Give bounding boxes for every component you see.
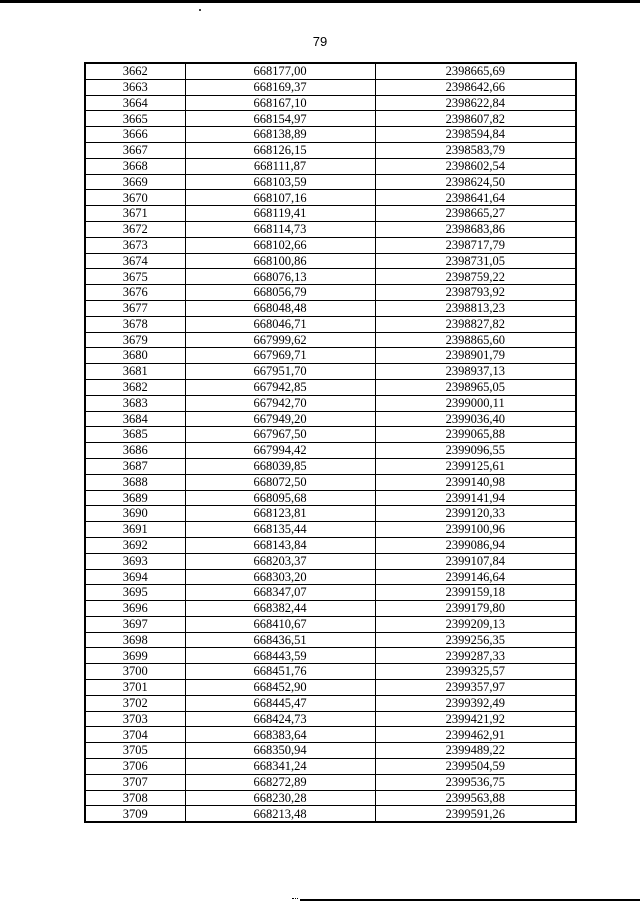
x-coordinate-cell: 668076,13 [185,269,375,285]
y-coordinate-cell: 2398583,79 [375,142,576,158]
point-number-cell: 3675 [85,269,185,285]
y-coordinate-cell: 2398901,79 [375,348,576,364]
x-coordinate-cell: 668039,85 [185,458,375,474]
y-coordinate-cell: 2399179,80 [375,601,576,617]
point-number-cell: 3662 [85,63,185,79]
x-coordinate-cell: 668095,68 [185,490,375,506]
point-number-cell: 3682 [85,379,185,395]
point-number-cell: 3694 [85,569,185,585]
table-row [85,759,576,775]
point-number-cell: 3664 [85,95,185,111]
x-coordinate-cell: 668452,90 [185,680,375,696]
table-row [85,490,576,506]
point-number-cell: 3670 [85,190,185,206]
table-row [85,300,576,316]
y-coordinate-cell: 2398641,64 [375,190,576,206]
y-coordinate-cell: 2399462,91 [375,727,576,743]
point-number-cell: 3704 [85,727,185,743]
table-row [85,174,576,190]
point-number-cell: 3688 [85,474,185,490]
table-row [85,221,576,237]
point-number-cell: 3663 [85,79,185,95]
point-number-cell: 3703 [85,711,185,727]
x-coordinate-cell: 668102,66 [185,237,375,253]
top-border-line [0,0,640,3]
point-number-cell: 3683 [85,395,185,411]
table-row [85,506,576,522]
point-number-cell: 3686 [85,443,185,459]
x-coordinate-cell: 668177,00 [185,63,375,79]
point-number-cell: 3679 [85,332,185,348]
table-row [85,632,576,648]
point-number-cell: 3667 [85,142,185,158]
point-number-cell: 3692 [85,537,185,553]
page-number: 79 [312,34,328,49]
table-row [85,427,576,443]
table-row [85,443,576,459]
table-row [85,711,576,727]
x-coordinate-cell: 667994,42 [185,443,375,459]
point-number-cell: 3674 [85,253,185,269]
point-number-cell: 3708 [85,790,185,806]
x-coordinate-cell: 667969,71 [185,348,375,364]
y-coordinate-cell: 2398683,86 [375,221,576,237]
x-coordinate-cell: 668382,44 [185,601,375,617]
x-coordinate-cell: 667951,70 [185,364,375,380]
y-coordinate-cell: 2398731,05 [375,253,576,269]
table-row [85,695,576,711]
table-row [85,253,576,269]
table-row [85,127,576,143]
x-coordinate-cell: 668445,47 [185,695,375,711]
y-coordinate-cell: 2399125,61 [375,458,576,474]
x-coordinate-cell: 668143,84 [185,537,375,553]
y-coordinate-cell: 2398624,50 [375,174,576,190]
point-number-cell: 3677 [85,300,185,316]
x-coordinate-cell: 668410,67 [185,616,375,632]
point-number-cell: 3697 [85,616,185,632]
y-coordinate-cell: 2399107,84 [375,553,576,569]
table-row [85,237,576,253]
y-coordinate-cell: 2399141,94 [375,490,576,506]
y-coordinate-cell: 2399036,40 [375,411,576,427]
table-row [85,569,576,585]
y-coordinate-cell: 2399591,26 [375,806,576,822]
coordinates-table [84,62,577,823]
y-coordinate-cell: 2399489,22 [375,743,576,759]
point-number-cell: 3684 [85,411,185,427]
x-coordinate-cell: 667949,20 [185,411,375,427]
x-coordinate-cell: 668303,20 [185,569,375,585]
table-row [85,458,576,474]
coordinates-table-body [85,63,576,822]
y-coordinate-cell: 2398793,92 [375,285,576,301]
point-number-cell: 3691 [85,522,185,538]
x-coordinate-cell: 668341,24 [185,759,375,775]
y-coordinate-cell: 2399536,75 [375,774,576,790]
x-coordinate-cell: 667967,50 [185,427,375,443]
table-row [85,727,576,743]
table-row [85,111,576,127]
x-coordinate-cell: 668072,50 [185,474,375,490]
point-number-cell: 3701 [85,680,185,696]
x-coordinate-cell: 668213,48 [185,806,375,822]
table-row [85,364,576,380]
y-coordinate-cell: 2398965,05 [375,379,576,395]
x-coordinate-cell: 668154,97 [185,111,375,127]
y-coordinate-cell: 2398594,84 [375,127,576,143]
y-coordinate-cell: 2398827,82 [375,316,576,332]
point-number-cell: 3666 [85,127,185,143]
table-row [85,79,576,95]
x-coordinate-cell: 668100,86 [185,253,375,269]
y-coordinate-cell: 2399504,59 [375,759,576,775]
point-number-cell: 3680 [85,348,185,364]
point-number-cell: 3709 [85,806,185,822]
point-number-cell: 3678 [85,316,185,332]
table-row [85,332,576,348]
y-coordinate-cell: 2398665,69 [375,63,576,79]
y-coordinate-cell: 2398602,54 [375,158,576,174]
y-coordinate-cell: 2399421,92 [375,711,576,727]
point-number-cell: 3685 [85,427,185,443]
x-coordinate-cell: 668347,07 [185,585,375,601]
table-row [85,806,576,822]
y-coordinate-cell: 2399159,18 [375,585,576,601]
point-number-cell: 3681 [85,364,185,380]
scan-speck [199,9,201,11]
x-coordinate-cell: 668272,89 [185,774,375,790]
table-row [85,190,576,206]
point-number-cell: 3700 [85,664,185,680]
point-number-cell: 3696 [85,601,185,617]
point-number-cell: 3672 [85,221,185,237]
x-coordinate-cell: 668048,48 [185,300,375,316]
x-coordinate-cell: 668350,94 [185,743,375,759]
y-coordinate-cell: 2398607,82 [375,111,576,127]
x-coordinate-cell: 667999,62 [185,332,375,348]
table-row [85,537,576,553]
y-coordinate-cell: 2398759,22 [375,269,576,285]
x-coordinate-cell: 668135,44 [185,522,375,538]
y-coordinate-cell: 2399563,88 [375,790,576,806]
table-row [85,206,576,222]
table-row [85,395,576,411]
y-coordinate-cell: 2399100,96 [375,522,576,538]
y-coordinate-cell: 2399256,35 [375,632,576,648]
x-coordinate-cell: 668169,37 [185,79,375,95]
x-coordinate-cell: 668436,51 [185,632,375,648]
y-coordinate-cell: 2399086,94 [375,537,576,553]
table-row [85,411,576,427]
table-row [85,158,576,174]
x-coordinate-cell: 668424,73 [185,711,375,727]
y-coordinate-cell: 2398937,13 [375,364,576,380]
x-coordinate-cell: 668203,37 [185,553,375,569]
x-coordinate-cell: 668167,10 [185,95,375,111]
table-row [85,285,576,301]
table-row [85,774,576,790]
x-coordinate-cell: 668046,71 [185,316,375,332]
table-row [85,348,576,364]
table-row [85,585,576,601]
y-coordinate-cell: 2399287,33 [375,648,576,664]
y-coordinate-cell: 2399096,55 [375,443,576,459]
x-coordinate-cell: 667942,70 [185,395,375,411]
y-coordinate-cell: 2398717,79 [375,237,576,253]
table-row [85,63,576,79]
y-coordinate-cell: 2398622,84 [375,95,576,111]
table-row [85,664,576,680]
point-number-cell: 3687 [85,458,185,474]
point-number-cell: 3668 [85,158,185,174]
point-number-cell: 3689 [85,490,185,506]
y-coordinate-cell: 2399065,88 [375,427,576,443]
table-row [85,316,576,332]
x-coordinate-cell: 668114,73 [185,221,375,237]
y-coordinate-cell: 2399146,64 [375,569,576,585]
point-number-cell: 3669 [85,174,185,190]
y-coordinate-cell: 2398865,60 [375,332,576,348]
x-coordinate-cell: 668383,64 [185,727,375,743]
point-number-cell: 3705 [85,743,185,759]
x-coordinate-cell: 668111,87 [185,158,375,174]
y-coordinate-cell: 2399392,49 [375,695,576,711]
point-number-cell: 3695 [85,585,185,601]
point-number-cell: 3690 [85,506,185,522]
table-row [85,142,576,158]
x-coordinate-cell: 668126,15 [185,142,375,158]
x-coordinate-cell: 668443,59 [185,648,375,664]
table-row [85,379,576,395]
point-number-cell: 3671 [85,206,185,222]
table-row [85,648,576,664]
table-row [85,616,576,632]
table-row [85,790,576,806]
table-row [85,269,576,285]
point-number-cell: 3698 [85,632,185,648]
table-row [85,601,576,617]
point-number-cell: 3665 [85,111,185,127]
point-number-cell: 3676 [85,285,185,301]
point-number-cell: 3673 [85,237,185,253]
y-coordinate-cell: 2399357,97 [375,680,576,696]
y-coordinate-cell: 2398665,27 [375,206,576,222]
y-coordinate-cell: 2398813,23 [375,300,576,316]
point-number-cell: 3693 [85,553,185,569]
y-coordinate-cell: 2399120,33 [375,506,576,522]
x-coordinate-cell: 667942,85 [185,379,375,395]
x-coordinate-cell: 668451,76 [185,664,375,680]
x-coordinate-cell: 668138,89 [185,127,375,143]
point-number-cell: 3707 [85,774,185,790]
y-coordinate-cell: 2398642,66 [375,79,576,95]
table-row [85,95,576,111]
point-number-cell: 3699 [85,648,185,664]
table-row [85,743,576,759]
y-coordinate-cell: 2399140,98 [375,474,576,490]
point-number-cell: 3702 [85,695,185,711]
bottom-border-line [300,899,640,901]
x-coordinate-cell: 668123,81 [185,506,375,522]
y-coordinate-cell: 2399325,57 [375,664,576,680]
x-coordinate-cell: 668107,16 [185,190,375,206]
x-coordinate-cell: 668230,28 [185,790,375,806]
y-coordinate-cell: 2399209,13 [375,616,576,632]
table-row [85,474,576,490]
table-row [85,680,576,696]
point-number-cell: 3706 [85,759,185,775]
x-coordinate-cell: 668103,59 [185,174,375,190]
y-coordinate-cell: 2399000,11 [375,395,576,411]
table-row [85,522,576,538]
bottom-dotted-mark [292,898,298,902]
table-row [85,553,576,569]
x-coordinate-cell: 668056,79 [185,285,375,301]
x-coordinate-cell: 668119,41 [185,206,375,222]
